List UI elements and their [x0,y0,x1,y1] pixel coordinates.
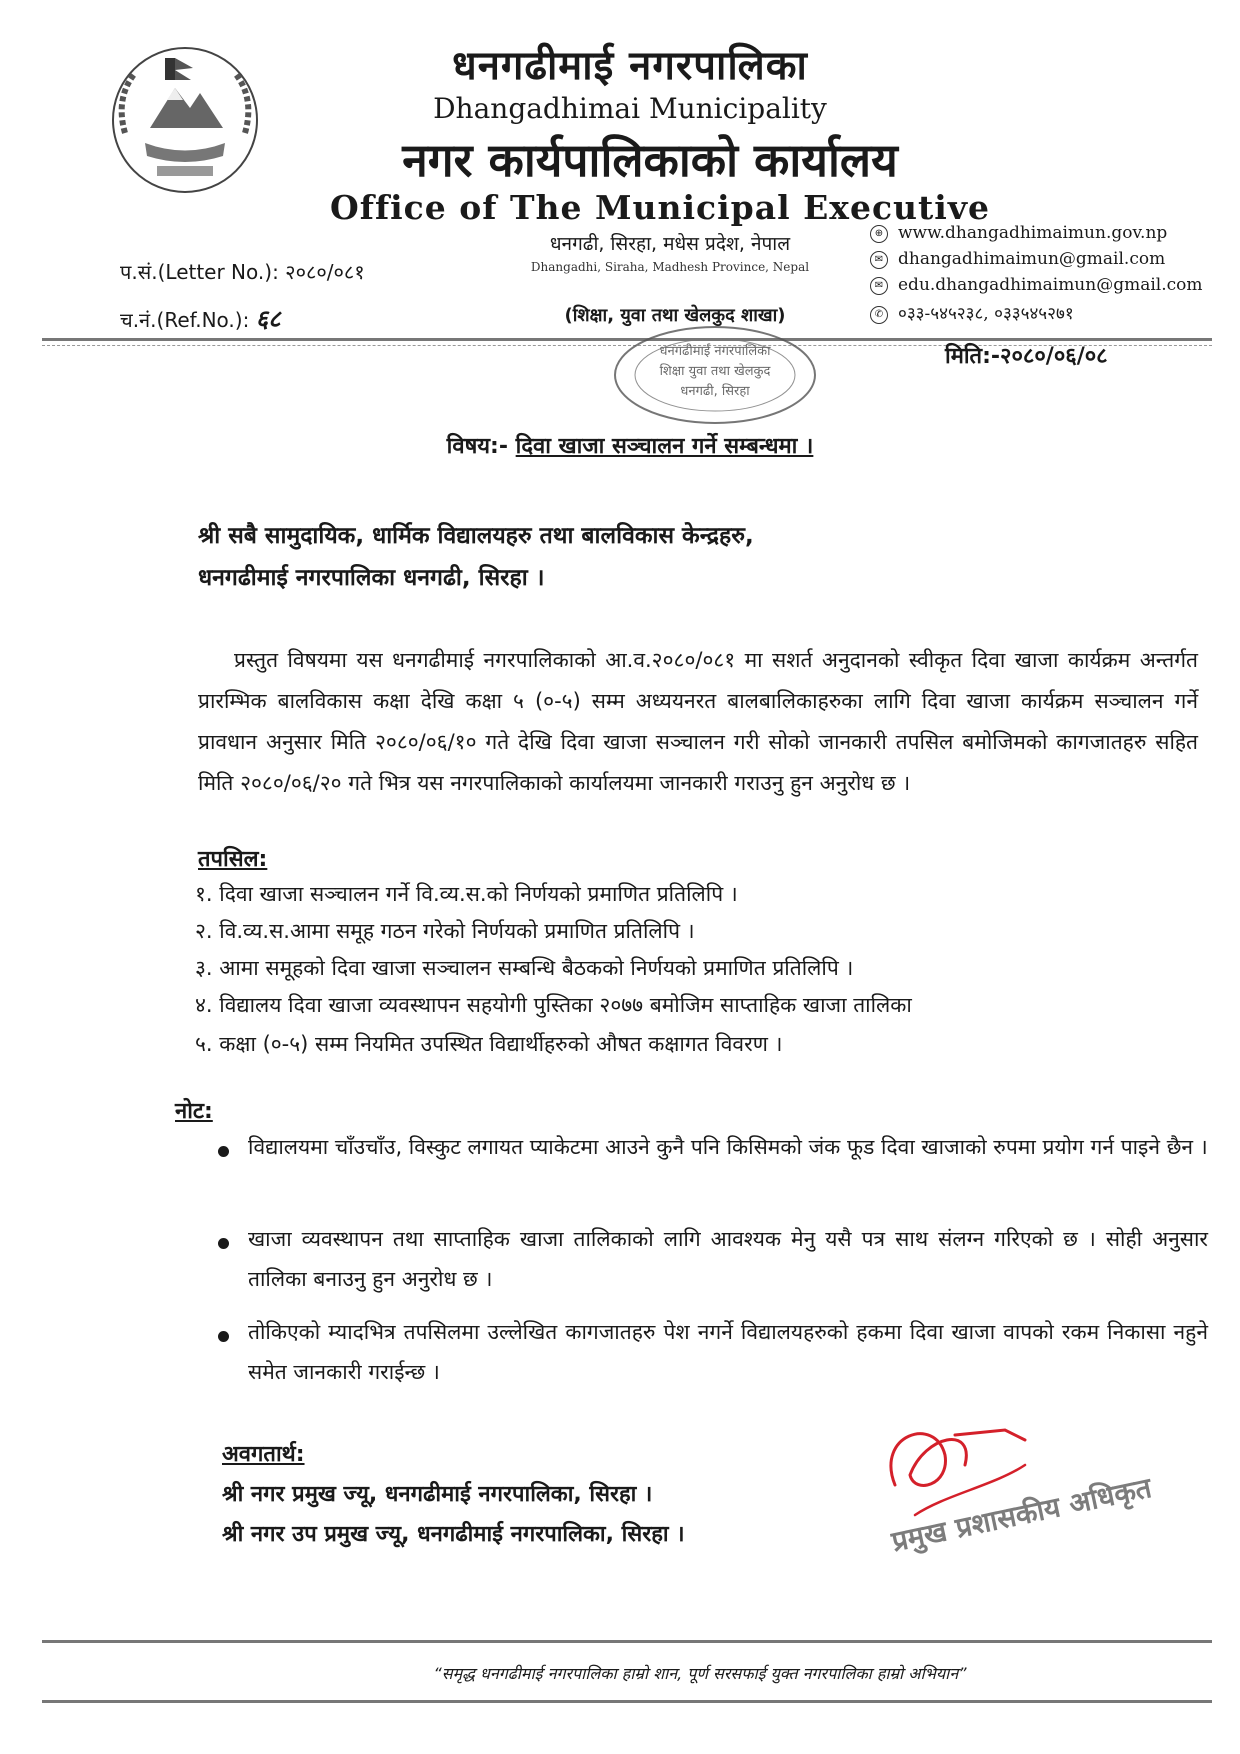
cc-line: श्री नगर उप प्रमुख ज्यू, धनगढीमाई नगरपालिका, सिरहा । [222,1522,685,1547]
list-item: ३. आमा समूहको दिवा खाजा सञ्चालन सम्बन्धि बैठकको निर्णयको प्रमाणित प्रतिलिपि । [195,956,854,980]
note-item: खाजा व्यवस्थापन तथा साप्ताहिक खाजा तालिकाको लागि आवश्यक मेनु यसै पत्र साथ संलग्न गरिएको छ । सोही अनुसार तालिका बनाउनु हुन अनुरोध छ । [248,1227,1208,1291]
cc-line: श्री नगर प्रमुख ज्यू, धनगढीमाई नगरपालिका, सिरहा । [222,1482,653,1507]
note-bullet [218,1146,229,1157]
list-item: २. वि.व्य.स.आमा समूह गठन गरेको निर्णयको प्रमाणित प्रतिलिपि । [195,919,695,943]
municipality-emblem [105,38,265,198]
addressee-line-1: श्री सबै सामुदायिक, धार्मिक विद्यालयहरु तथा बालविकास केन्द्रहरु, [198,523,754,549]
subject-text: दिवा खाजा सञ्चालन गर्ने सम्बन्धमा । [515,434,814,459]
note-item: तोकिएको म्यादभित्र तपसिलमा उल्लेखित कागजातहरु पेश नगर्ने विद्यालयहरुको हकमा दिवा खाजा वापको रकम निकासा नहुने समेत जानकारी गराईन्छ । [248,1320,1208,1384]
contact-phone: ✆ ०३३-५४५२३८, ०३३५४५२७१ [870,301,1074,324]
footer-divider-bottom [42,1700,1212,1703]
list-title: तपसिल: [198,847,268,872]
address-nepali: धनगढी, सिरहा, मधेस प्रदेश, नेपाल [549,233,791,255]
letter-subject [300,430,960,460]
svg-text:शिक्षा युवा तथा खेलकुद: शिक्षा युवा तथा खेलकुद [659,364,771,379]
department-name: (शिक्षा, युवा तथा खेलकुद शाखा) [564,305,786,326]
letter-number-label: प.सं.(Letter No.): [120,260,279,284]
reference-number-label: च.नं.(Ref.No.): [120,308,250,332]
email-icon: ✉ [870,251,888,269]
svg-text:प्रमुख प्रशासकीय अधिकृत: प्रमुख प्रशासकीय अधिकृत [888,1470,1155,1559]
contact-email-2: ✉ edu.dhangadhimaimun@gmail.com [870,275,1203,295]
reference-number [120,302,281,335]
note-item: विद्यालयमा चाँउचाँउ, विस्कुट लगायत प्याकेटमा आउने कुनै पनि किसिमको जंक फूड दिवा खाजाको रुपमा प्रयोग गर्न पाइने छैन । [248,1135,1208,1159]
officer-signature [855,1375,1175,1565]
contact-website: ⊕ www.dhangadhimaimun.gov.np [870,223,1167,243]
body-paragraph [198,640,1198,804]
office-name-english: Office of The Municipal Executive [330,188,990,227]
address-english: Dhangadhi, Siraha, Madhesh Province, Nepal [530,260,810,274]
list-item: १. दिवा खाजा सञ्चालन गर्ने वि.व्य.स.को निर्णयको प्रमाणित प्रतिलिपि । [195,882,738,906]
email-icon: ✉ [870,277,888,295]
body-paragraph-text: प्रस्तुत विषयमा यस धनगढीमाई नगरपालिकाको आ.व.२०८०/०८१ मा सशर्त अनुदानको स्वीकृत दिवा खाजा कार्यक्रम अन्तर्गत प्रारम्भिक बालविकास कक्षा देखि कक्षा ५ (०-५) सम्म अध्ययनरत बालबालिकाहरुका लागि दिवा खाजा कार्यक्रम सञ्चालन गर्ने प्रावधान अनुसार मिति २०८०/०६/१० गते देखि दिवा खाजा सञ्चालन गरी सोको जानकारी तपसिल बमोजिमको कागजातहरु सहित मिति २०८०/०६/२० गते भित्र यस नगरपालिकाको कार्यालयमा जानकारी गराउनु हुन अनुरोध छ । [198,648,1198,795]
list-item: ४. विद्यालय दिवा खाजा व्यवस्थापन सहयोगी पुस्तिका २०७७ बमोजिम साप्ताहिक खाजा तालिका [195,993,912,1017]
list-item: ५. कक्षा (०-५) सम्म नियमित उपस्थित विद्यार्थीहरुको औषत कक्षागत विवरण । [195,1032,783,1056]
subject-label: विषय:- [446,434,508,459]
note-title: नोट: [175,1099,213,1124]
svg-text:धनगढीमाई नगरपालिका: धनगढीमाई नगरपालिका [659,344,771,359]
org-name-english: Dhangadhimai Municipality [433,92,827,125]
letter-number [120,258,365,285]
office-stamp [595,320,835,440]
office-name-nepali: नगर कार्यपालिकाको कार्यालय [402,133,898,187]
footer-slogan: “समृद्ध धनगढीमाई नगरपालिका हाम्रो शान, पूर्ण सरसफाई युक्त नगरपालिका हाम्रो अभियान” [433,1664,967,1683]
cc-title: अवगतार्थ: [222,1442,305,1467]
reference-number-value: ६८ [255,304,281,333]
letter-number-value: २०८०/०८१ [285,260,365,284]
addressee-line-2: धनगढीमाई नगरपालिका धनगढी, सिरहा । [198,565,545,591]
phone-icon: ✆ [870,306,888,324]
letter-date: मिति:-२०८०/०६/०८ [945,344,1108,369]
contact-email-1: ✉ dhangadhimaimun@gmail.com [870,249,1165,269]
svg-text:धनगढी, सिरहा: धनगढी, सिरहा [680,384,750,399]
globe-icon: ⊕ [870,225,888,243]
footer-divider [42,1640,1212,1643]
org-name-nepali: धनगढीमाई नगरपालिका [452,43,808,89]
note-bullet [218,1331,229,1342]
note-bullet [218,1238,229,1249]
